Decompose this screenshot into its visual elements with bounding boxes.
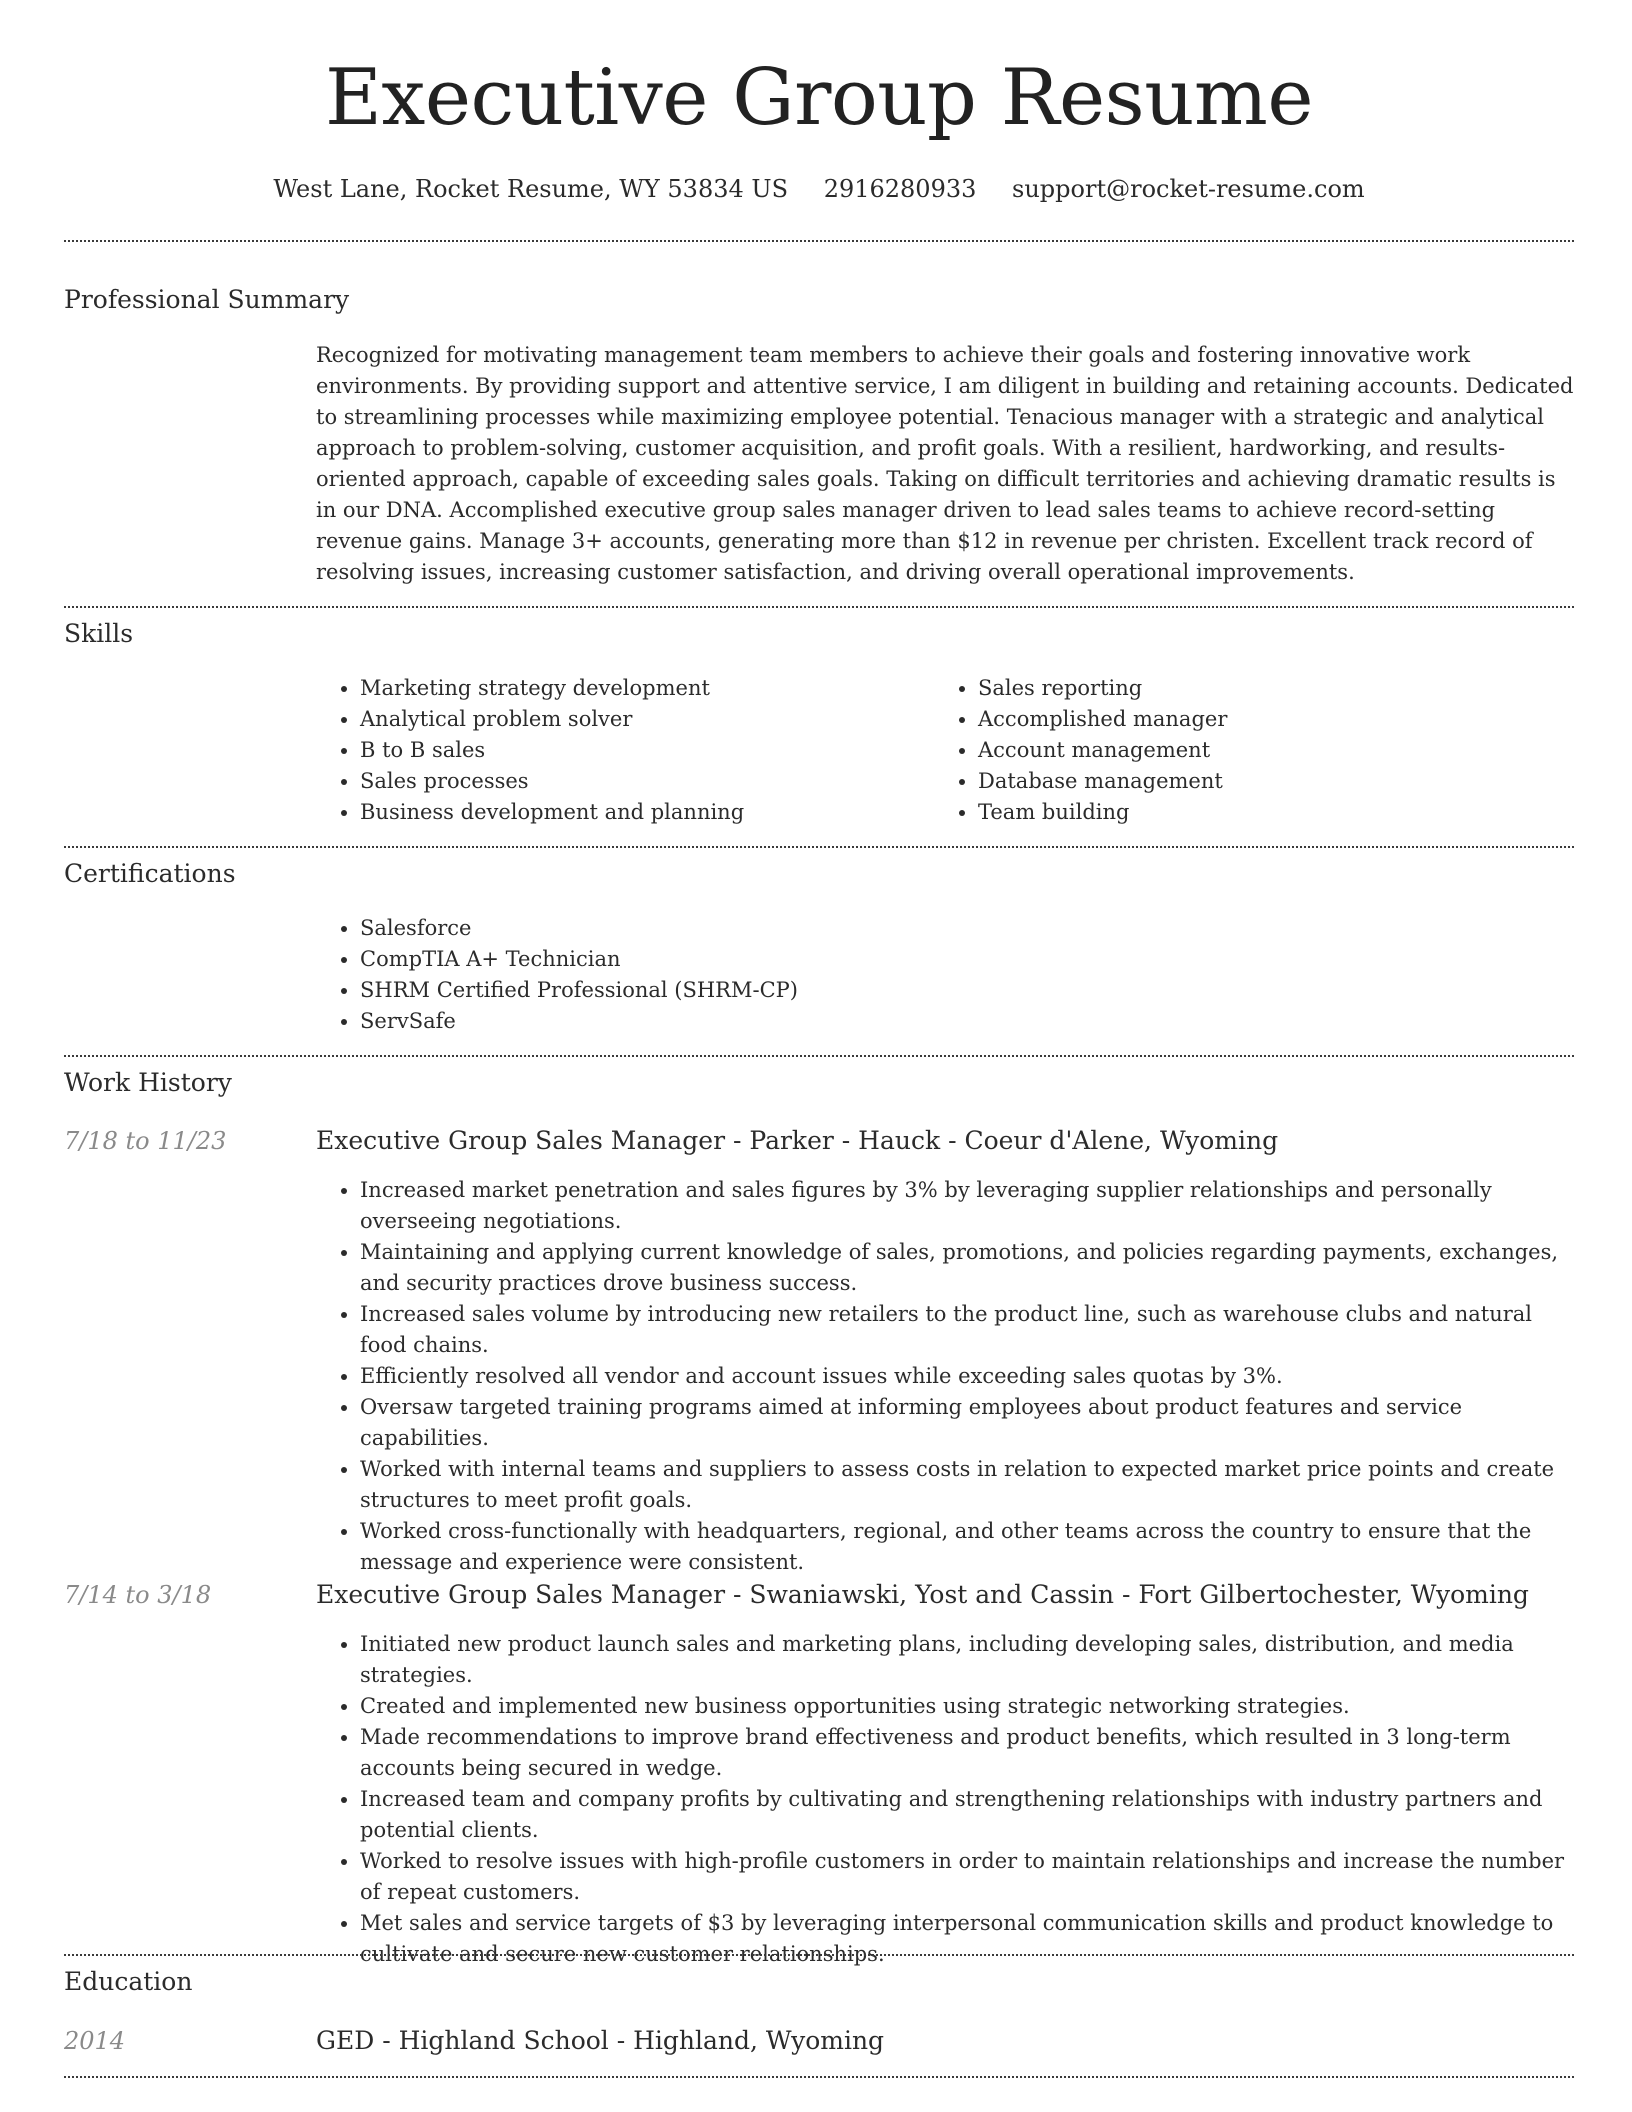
job-bullet: • Increased sales volume by introducing new retailers to the product line, such as warehouse clubs and natural food chains. <box>360 1299 1574 1361</box>
certification-item: • ServSafe <box>360 1006 1574 1037</box>
certification-item: • SHRM Certified Professional (SHRM-CP) <box>360 975 1574 1006</box>
resume-name: Executive Group Resume <box>324 53 1314 143</box>
section-title-certifications: Certifications <box>64 859 236 888</box>
skill-item: • Sales processes <box>360 766 916 797</box>
skill-item: • Account management <box>978 735 1534 766</box>
job-title: Executive Group Sales Manager - Parker - Hauck - Coeur d'Alene, Wyoming <box>316 1126 1279 1155</box>
divider <box>64 606 1574 608</box>
section-title-work-history: Work History <box>64 1068 232 1097</box>
job-bullet: • Increased team and company profits by cultivating and strengthening relationships with industry partners and potential clients. <box>360 1784 1574 1846</box>
skill-item: • Accomplished manager <box>978 704 1534 735</box>
skill-item: • Database management <box>978 766 1534 797</box>
summary-text: Recognized for motivating management team members to achieve their goals and fostering innovative work environments. By providing support and attentive service, I am diligent in building and retaining accounts. Dedicated to streamlining processes while maximizing employee potential. Tenacious manager with a strategic and analytical approach to problem-solving, customer acquisition, and profit goals. With a resilient, hardworking, and results-oriented approach, capable of exceeding sales goals. Taking on difficult territories and achieving dramatic results is in our DNA. Accomplished executive group sales manager driven to lead sales teams to achieve record-setting revenue gains. Manage 3+ accounts, generating more than $12 in revenue per christen. Excellent track record of resolving issues, increasing customer satisfaction, and driving overall operational improvements. <box>316 343 1574 584</box>
education-title: GED - Highland School - Highland, Wyoming <box>316 2026 885 2055</box>
job-bullet: • Oversaw targeted training programs aimed at informing employees about product features and service capabilities. <box>360 1392 1574 1454</box>
contact-line <box>64 172 1574 206</box>
job-bullet: • Met sales and service targets of $3 by leveraging interpersonal communication skills and product knowledge to cultivate and secure new customer relationships. <box>360 1908 1574 1970</box>
certification-item: • Salesforce <box>360 913 1574 944</box>
certification-item: • CompTIA A+ Technician <box>360 944 1574 975</box>
skill-item: • Business development and planning <box>360 797 916 828</box>
skill-item: • Team building <box>978 797 1534 828</box>
job-dates: 7/14 to 3/18 <box>64 1581 212 1609</box>
divider <box>64 240 1574 242</box>
summary-block <box>316 340 1574 588</box>
job-bullet: • Worked to resolve issues with high-profile customers in order to maintain relationships and increase the number of repeat customers. <box>360 1846 1574 1908</box>
skill-item: • Analytical problem solver <box>360 704 916 735</box>
job-bullet: • Made recommendations to improve brand effectiveness and product benefits, which resulted in 3 long-term accounts being secured in wedge. <box>360 1722 1574 1784</box>
job-bullets <box>316 1175 1574 1578</box>
certifications-list <box>316 913 1574 1037</box>
contact-phone: 2916280933 <box>823 175 977 203</box>
job-bullet: • Maintaining and applying current knowledge of sales, promotions, and policies regarding payments, exchanges, and security practices drove business success. <box>360 1237 1574 1299</box>
section-title-education: Education <box>64 1967 193 1996</box>
skill-item: • Marketing strategy development <box>360 673 916 704</box>
education-year: 2014 <box>64 2027 126 2055</box>
contact-address: West Lane, Rocket Resume, WY 53834 US <box>273 175 789 203</box>
divider <box>64 846 1574 848</box>
job-bullet: • Increased market penetration and sales figures by 3% by leveraging supplier relationships and personally overseeing negotiations. <box>360 1175 1574 1237</box>
skills-column-left <box>316 673 916 828</box>
job-bullets <box>316 1629 1574 1970</box>
section-title-summary: Professional Summary <box>64 285 350 314</box>
job-bullet: • Worked with internal teams and suppliers to assess costs in relation to expected market price points and create structures to meet profit goals. <box>360 1454 1574 1516</box>
skills-column-right <box>934 673 1534 828</box>
job-bullet: • Created and implemented new business opportunities using strategic networking strategies. <box>360 1691 1574 1722</box>
job-title: Executive Group Sales Manager - Swaniawski, Yost and Cassin - Fort Gilbertochester, Wyoming <box>316 1580 1529 1609</box>
divider <box>64 2076 1574 2078</box>
contact-email: support@rocket-resume.com <box>1012 175 1365 203</box>
job-bullet: • Worked cross-functionally with headquarters, regional, and other teams across the country to ensure that the message and experience were consistent. <box>360 1516 1574 1578</box>
job-bullet: • Initiated new product launch sales and marketing plans, including developing sales, distribution, and media strategies. <box>360 1629 1574 1691</box>
divider <box>64 1055 1574 1057</box>
divider <box>64 1954 1574 1956</box>
job-dates: 7/18 to 11/23 <box>64 1127 227 1155</box>
skill-item: • Sales reporting <box>978 673 1534 704</box>
job-bullet: • Efficiently resolved all vendor and account issues while exceeding sales quotas by 3%. <box>360 1361 1574 1392</box>
section-title-skills: Skills <box>64 619 134 648</box>
skill-item: • B to B sales <box>360 735 916 766</box>
